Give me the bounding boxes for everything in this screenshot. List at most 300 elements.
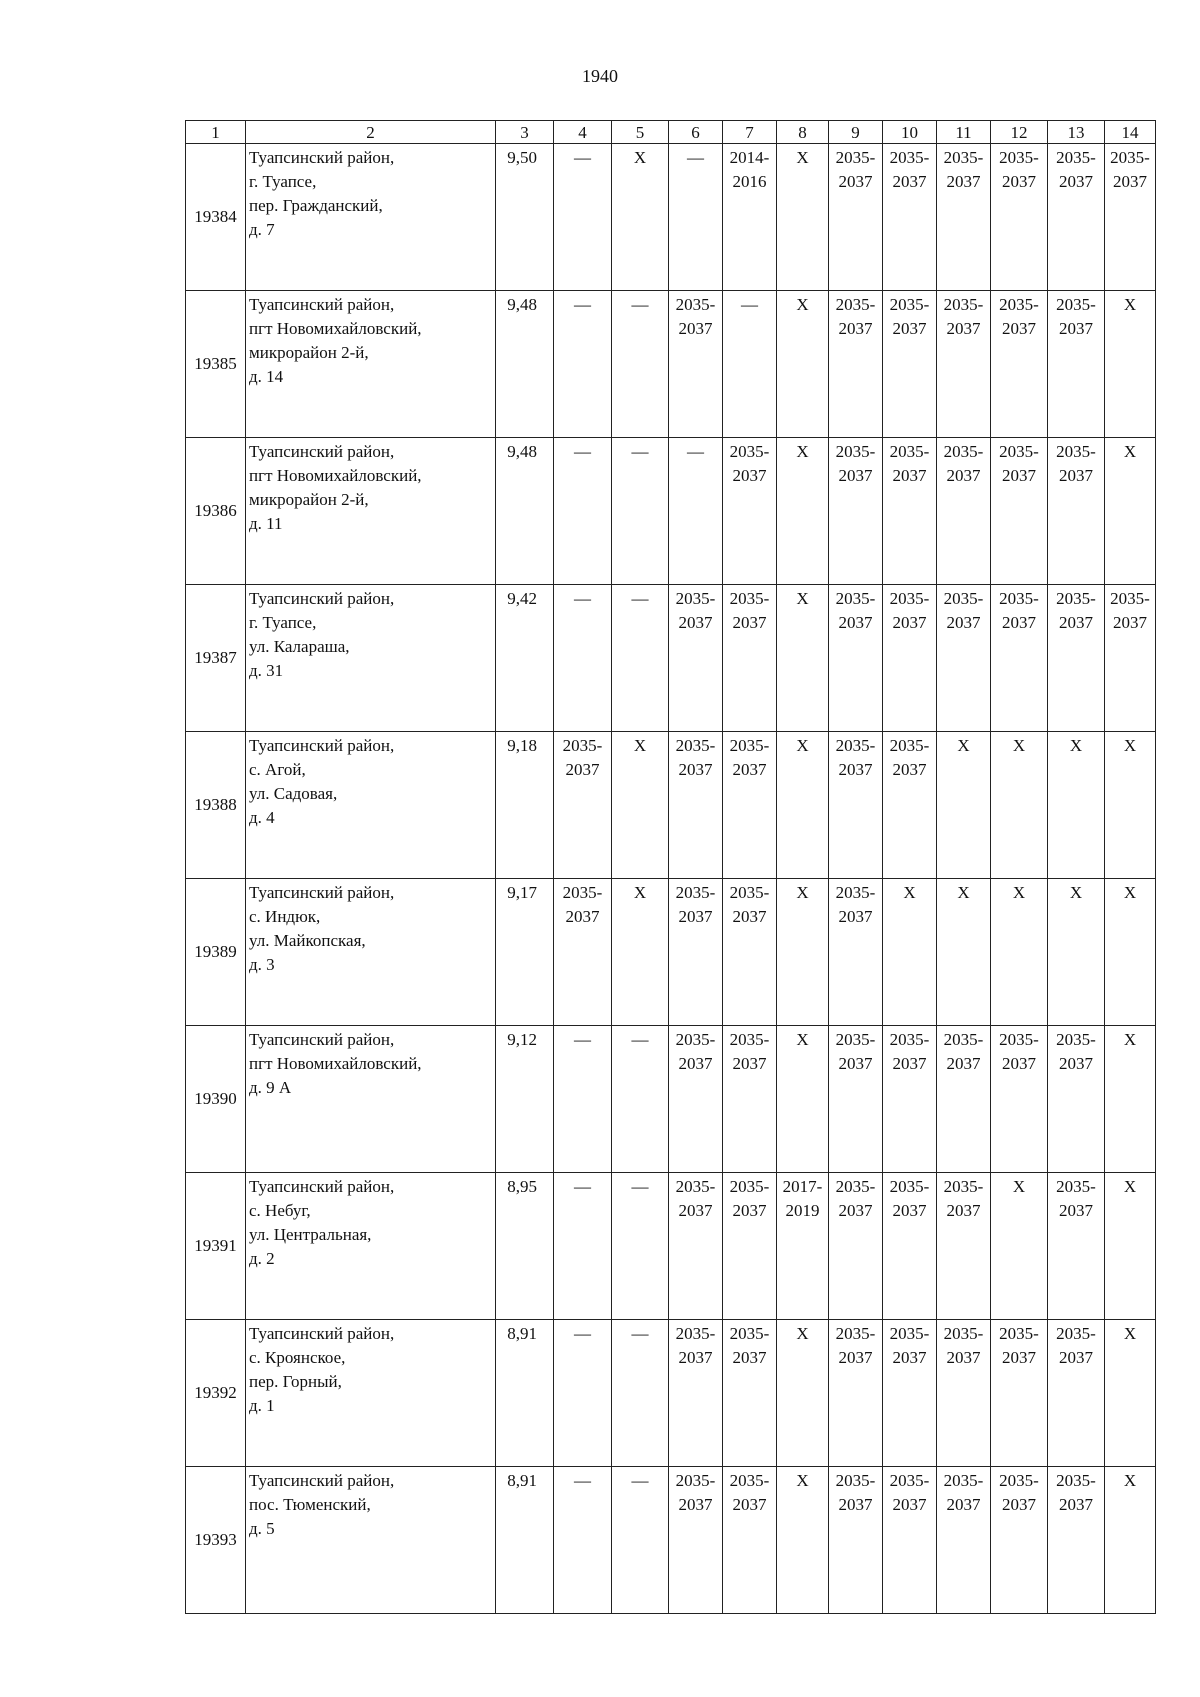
year-range-part: 2037 — [838, 319, 873, 338]
value-cell-col-8: X — [777, 1467, 829, 1614]
value-cell-col-5: X — [612, 144, 669, 291]
year-range-part: 2037 — [892, 1201, 927, 1220]
value-cell-col-4 — [554, 879, 612, 1026]
year-range-part: 2035- — [889, 1030, 930, 1049]
value-cell-col-7 — [723, 879, 777, 1026]
year-range-part: 2037 — [838, 613, 873, 632]
address-line: пгт Новомихайловский, — [249, 466, 422, 485]
value-cell-col-6 — [669, 1320, 723, 1467]
value-cell-col-14: X — [1105, 1026, 1156, 1173]
year-range-part: 2035- — [1056, 295, 1096, 314]
year-range-part: 2037 — [565, 907, 600, 926]
value-cell-col-11 — [937, 585, 991, 732]
address-line: пер. Гражданский, — [249, 196, 383, 215]
table-row — [186, 438, 1156, 585]
year-range-part: 2035- — [835, 1030, 876, 1049]
year-range-part: 2035- — [675, 1324, 716, 1343]
table-row — [186, 585, 1156, 732]
value-cell-col-9 — [829, 1320, 883, 1467]
year-range-part: 2035- — [729, 883, 770, 902]
year-range-part: 2037 — [1059, 1054, 1093, 1073]
value-cell-col-13 — [1048, 585, 1105, 732]
value-cell-col-7 — [723, 1173, 777, 1320]
value-cell-col-5: X — [612, 732, 669, 879]
column-header-5: 5 — [612, 121, 669, 144]
year-range-part: 2037 — [1113, 172, 1147, 191]
year-range-part: 2037 — [892, 1348, 927, 1367]
year-range-part: 2037 — [732, 613, 767, 632]
year-range-part: 2035- — [835, 1471, 876, 1490]
address-line: ул. Центральная, — [249, 1225, 372, 1244]
year-range-part: 2035- — [943, 1471, 984, 1490]
year-range-part: 2037 — [1113, 613, 1147, 632]
year-range-part: 2037 — [946, 1054, 981, 1073]
year-range-part: 2035- — [999, 295, 1039, 314]
year-range-part: 2035- — [889, 1324, 930, 1343]
address-cell — [246, 1320, 496, 1467]
year-range-part: 2037 — [732, 466, 767, 485]
year-range-part: 2037 — [1002, 1495, 1036, 1514]
value-cell-col-8: X — [777, 291, 829, 438]
address-line: Туапсинский район, — [249, 736, 395, 755]
value-cell-col-8: X — [777, 1320, 829, 1467]
year-range-part: 2035- — [675, 736, 716, 755]
value-cell-col-11 — [937, 438, 991, 585]
value-cell-col-4: — — [554, 438, 612, 585]
value-cell-col-4: — — [554, 1026, 612, 1173]
year-range-part: 2037 — [678, 760, 713, 779]
year-range-part: 2037 — [892, 613, 927, 632]
row-number: 19389 — [186, 879, 246, 1026]
value-cell-col-9 — [829, 291, 883, 438]
row-number: 19393 — [186, 1467, 246, 1614]
year-range-part: 2037 — [1002, 1348, 1036, 1367]
year-range-part: 2037 — [1059, 1348, 1093, 1367]
column-header-13: 13 — [1048, 121, 1105, 144]
year-range-part: 2037 — [1059, 466, 1093, 485]
value-cell-col-10 — [883, 585, 937, 732]
year-range-part: 2035- — [1056, 1471, 1096, 1490]
value-cell-col-9 — [829, 585, 883, 732]
address-line: с. Индюк, — [249, 907, 321, 926]
value-cell-col-5: — — [612, 291, 669, 438]
row-number: 19390 — [186, 1026, 246, 1173]
value-cell-col-12 — [991, 1320, 1048, 1467]
table-row — [186, 879, 1156, 1026]
year-range-part: 2037 — [892, 1054, 927, 1073]
address-line: Туапсинский район, — [249, 1471, 395, 1490]
value-cell-col-4: — — [554, 291, 612, 438]
value-cell-col-8: X — [777, 732, 829, 879]
column-header-9: 9 — [829, 121, 883, 144]
year-range-part: 2035- — [889, 1177, 930, 1196]
value-cell-col-13 — [1048, 144, 1105, 291]
table-row — [186, 291, 1156, 438]
value-cell-col-12: X — [991, 1173, 1048, 1320]
year-range-part: 2037 — [892, 319, 927, 338]
column-header-2: 2 — [246, 121, 496, 144]
value-cell-col-7 — [723, 1467, 777, 1614]
value-cell-col-8: X — [777, 144, 829, 291]
year-range-part: 2035- — [729, 1030, 770, 1049]
address-line: д. 4 — [249, 808, 275, 827]
value-cell-col-8: X — [777, 585, 829, 732]
value-cell-col-5: — — [612, 438, 669, 585]
year-range-part: 2035- — [943, 1177, 984, 1196]
year-range-part: 2035- — [943, 295, 984, 314]
address-line: Туапсинский район, — [249, 883, 395, 902]
year-range-part: 2035- — [562, 883, 603, 902]
value-cell-col-6 — [669, 732, 723, 879]
year-range-part: 2037 — [678, 1054, 713, 1073]
year-range-part: 2035- — [889, 1471, 930, 1490]
value-cell-col-9 — [829, 438, 883, 585]
year-range-part: 2035- — [835, 589, 876, 608]
value-cell-col-8 — [777, 1173, 829, 1320]
year-range-part: 2037 — [732, 907, 767, 926]
value-cell-col-8: X — [777, 879, 829, 1026]
year-range-part: 2016 — [732, 172, 767, 191]
address-line: Туапсинский район, — [249, 1030, 395, 1049]
year-range-part: 2035- — [1056, 442, 1096, 461]
year-range-part: 2035- — [675, 589, 716, 608]
column-header-3: 3 — [496, 121, 554, 144]
year-range-part: 2035- — [729, 1471, 770, 1490]
year-range-part: 2037 — [565, 760, 600, 779]
year-range-part: 2037 — [838, 760, 873, 779]
value-cell-col-10 — [883, 291, 937, 438]
value-cell-col-7 — [723, 1026, 777, 1173]
address-line: пер. Горный, — [249, 1372, 342, 1391]
value-cell-col-6 — [669, 1467, 723, 1614]
year-range-part: 2037 — [946, 1495, 981, 1514]
year-range-part: 2037 — [892, 172, 927, 191]
year-range-part: 2035- — [562, 736, 603, 755]
year-range-part: 2035- — [729, 589, 770, 608]
year-range-part: 2035- — [999, 1030, 1039, 1049]
year-range-part: 2037 — [1002, 613, 1036, 632]
row-number: 19391 — [186, 1173, 246, 1320]
year-range-part: 2035- — [1056, 589, 1096, 608]
value-cell-col-6 — [669, 1173, 723, 1320]
year-range-part: 2037 — [678, 1495, 713, 1514]
value-cell-col-6 — [669, 291, 723, 438]
address-line: с. Агой, — [249, 760, 306, 779]
year-range-part: 2037 — [1059, 172, 1093, 191]
address-line: Туапсинский район, — [249, 1177, 395, 1196]
year-range-part: 2037 — [1059, 319, 1093, 338]
value-cell-col-11 — [937, 1467, 991, 1614]
year-range-part: 2035- — [835, 736, 876, 755]
value-cell-col-9 — [829, 1026, 883, 1173]
address-line: Туапсинский район, — [249, 1324, 395, 1343]
year-range-part: 2037 — [838, 907, 873, 926]
year-range-part: 2035- — [999, 589, 1039, 608]
value-cell-col-11 — [937, 291, 991, 438]
value-cell-col-7 — [723, 438, 777, 585]
address-cell — [246, 732, 496, 879]
address-cell — [246, 1467, 496, 1614]
value-cell-col-13 — [1048, 291, 1105, 438]
area-cell: 9,48 — [496, 438, 554, 585]
year-range-part: 2037 — [732, 1201, 767, 1220]
year-range-part: 2035- — [729, 442, 770, 461]
value-cell-col-4: — — [554, 144, 612, 291]
year-range-part: 2035- — [889, 736, 930, 755]
value-cell-col-5: — — [612, 585, 669, 732]
address-cell — [246, 291, 496, 438]
year-range-part: 2037 — [892, 760, 927, 779]
address-line: д. 11 — [249, 514, 283, 533]
value-cell-col-8: X — [777, 438, 829, 585]
address-cell — [246, 1173, 496, 1320]
year-range-part: 2037 — [1002, 172, 1036, 191]
year-range-part: 2035- — [835, 1324, 876, 1343]
year-range-part: 2037 — [1002, 319, 1036, 338]
page-number: 1940 — [582, 66, 618, 86]
value-cell-col-6 — [669, 585, 723, 732]
value-cell-col-9 — [829, 732, 883, 879]
value-cell-col-10 — [883, 1320, 937, 1467]
value-cell-col-7 — [723, 144, 777, 291]
year-range-part: 2037 — [838, 1054, 873, 1073]
year-range-part: 2037 — [678, 1348, 713, 1367]
value-cell-col-4: — — [554, 1173, 612, 1320]
table-row — [186, 1467, 1156, 1614]
address-line: ул. Садовая, — [249, 784, 338, 803]
value-cell-col-13: X — [1048, 879, 1105, 1026]
value-cell-col-11 — [937, 144, 991, 291]
value-cell-col-7: — — [723, 291, 777, 438]
year-range-part: 2035- — [1110, 148, 1150, 167]
table-row — [186, 144, 1156, 291]
address-cell — [246, 879, 496, 1026]
row-number: 19385 — [186, 291, 246, 438]
table-row — [186, 1026, 1156, 1173]
year-range-part: 2037 — [1059, 1495, 1093, 1514]
table-body — [186, 121, 1156, 1614]
year-range-part: 2035- — [1056, 1177, 1096, 1196]
area-cell: 9,48 — [496, 291, 554, 438]
year-range-part: 2035- — [889, 589, 930, 608]
address-cell — [246, 1026, 496, 1173]
address-cell — [246, 144, 496, 291]
area-cell: 9,42 — [496, 585, 554, 732]
year-range-part: 2037 — [678, 1201, 713, 1220]
year-range-part: 2035- — [1056, 1324, 1096, 1343]
value-cell-col-4: — — [554, 1320, 612, 1467]
year-range-part: 2035- — [835, 1177, 876, 1196]
value-cell-col-13 — [1048, 1026, 1105, 1173]
value-cell-col-10: X — [883, 879, 937, 1026]
year-range-part: 2037 — [946, 172, 981, 191]
area-cell: 9,17 — [496, 879, 554, 1026]
year-range-part: 2035- — [675, 1177, 716, 1196]
year-range-part: 2035- — [835, 148, 876, 167]
value-cell-col-10 — [883, 1467, 937, 1614]
value-cell-col-9 — [829, 1467, 883, 1614]
year-range-part: 2037 — [732, 1054, 767, 1073]
schedule-table — [185, 120, 1156, 1614]
year-range-part: 2037 — [732, 760, 767, 779]
address-line: Туапсинский район, — [249, 442, 395, 461]
value-cell-col-9 — [829, 1173, 883, 1320]
year-range-part: 2035- — [1110, 589, 1150, 608]
value-cell-col-13: X — [1048, 732, 1105, 879]
year-range-part: 2035- — [943, 1324, 984, 1343]
year-range-part: 2037 — [838, 1348, 873, 1367]
address-cell — [246, 585, 496, 732]
column-header-8: 8 — [777, 121, 829, 144]
column-header-7: 7 — [723, 121, 777, 144]
year-range-part: 2037 — [892, 1495, 927, 1514]
value-cell-col-6: — — [669, 144, 723, 291]
year-range-part: 2037 — [1002, 466, 1036, 485]
year-range-part: 2035- — [675, 295, 716, 314]
value-cell-col-10 — [883, 1173, 937, 1320]
area-cell: 8,91 — [496, 1320, 554, 1467]
value-cell-col-13 — [1048, 1173, 1105, 1320]
column-header-1: 1 — [186, 121, 246, 144]
address-line: ул. Майкопская, — [249, 931, 366, 950]
column-header-10: 10 — [883, 121, 937, 144]
year-range-part: 2037 — [838, 1201, 873, 1220]
column-header-11: 11 — [937, 121, 991, 144]
year-range-part: 2037 — [1059, 613, 1093, 632]
value-cell-col-10 — [883, 732, 937, 879]
row-number: 19387 — [186, 585, 246, 732]
address-line: Туапсинский район, — [249, 589, 395, 608]
value-cell-col-14: X — [1105, 438, 1156, 585]
address-line: д. 5 — [249, 1519, 275, 1538]
year-range-part: 2035- — [729, 1324, 770, 1343]
address-line: микрорайон 2-й, — [249, 490, 369, 509]
value-cell-col-5: — — [612, 1320, 669, 1467]
column-header-4: 4 — [554, 121, 612, 144]
value-cell-col-14: X — [1105, 1320, 1156, 1467]
address-line: пгт Новомихайловский, — [249, 1054, 422, 1073]
value-cell-col-4: — — [554, 585, 612, 732]
year-range-part: 2035- — [835, 883, 876, 902]
value-cell-col-7 — [723, 585, 777, 732]
value-cell-col-4 — [554, 732, 612, 879]
year-range-part: 2035- — [943, 442, 984, 461]
value-cell-col-12 — [991, 144, 1048, 291]
year-range-part: 2037 — [838, 1495, 873, 1514]
value-cell-col-13 — [1048, 1320, 1105, 1467]
area-cell: 9,50 — [496, 144, 554, 291]
value-cell-col-6 — [669, 1026, 723, 1173]
year-range-part: 2037 — [1059, 1201, 1093, 1220]
year-range-part: 2037 — [946, 613, 981, 632]
year-range-part: 2035- — [999, 1324, 1039, 1343]
year-range-part: 2037 — [892, 466, 927, 485]
address-line: д. 1 — [249, 1396, 275, 1415]
address-cell — [246, 438, 496, 585]
value-cell-col-11 — [937, 1173, 991, 1320]
year-range-part: 2037 — [946, 1201, 981, 1220]
year-range-part: 2035- — [943, 148, 984, 167]
row-number: 19386 — [186, 438, 246, 585]
value-cell-col-5: — — [612, 1173, 669, 1320]
address-line: д. 31 — [249, 661, 284, 680]
year-range-part: 2035- — [999, 148, 1039, 167]
value-cell-col-12 — [991, 438, 1048, 585]
row-number: 19388 — [186, 732, 246, 879]
year-range-part: 2019 — [785, 1201, 820, 1220]
value-cell-col-10 — [883, 144, 937, 291]
year-range-part: 2014- — [729, 148, 770, 167]
year-range-part: 2035- — [835, 295, 876, 314]
value-cell-col-12: X — [991, 732, 1048, 879]
year-range-part: 2035- — [1056, 1030, 1096, 1049]
year-range-part: 2037 — [678, 319, 713, 338]
value-cell-col-11: X — [937, 879, 991, 1026]
year-range-part: 2035- — [943, 589, 984, 608]
year-range-part: 2037 — [1002, 1054, 1036, 1073]
value-cell-col-12 — [991, 1467, 1048, 1614]
year-range-part: 2035- — [729, 1177, 770, 1196]
address-line: с. Кроянское, — [249, 1348, 346, 1367]
address-line: г. Туапсе, — [249, 613, 317, 632]
address-line: с. Небуг, — [249, 1201, 311, 1220]
address-line: микрорайон 2-й, — [249, 343, 369, 362]
year-range-part: 2037 — [732, 1348, 767, 1367]
value-cell-col-13 — [1048, 438, 1105, 585]
year-range-part: 2037 — [946, 1348, 981, 1367]
year-range-part: 2037 — [946, 319, 981, 338]
year-range-part: 2035- — [889, 442, 930, 461]
address-line: д. 14 — [249, 367, 284, 386]
area-cell: 8,95 — [496, 1173, 554, 1320]
year-range-part: 2035- — [999, 1471, 1039, 1490]
value-cell-col-9 — [829, 879, 883, 1026]
address-line: Туапсинский район, — [249, 148, 395, 167]
year-range-part: 2035- — [835, 442, 876, 461]
value-cell-col-5: — — [612, 1467, 669, 1614]
area-cell: 9,12 — [496, 1026, 554, 1173]
value-cell-col-4: — — [554, 1467, 612, 1614]
year-range-part: 2035- — [675, 1471, 716, 1490]
table-row — [186, 1173, 1156, 1320]
row-number: 19384 — [186, 144, 246, 291]
value-cell-col-11: X — [937, 732, 991, 879]
value-cell-col-9 — [829, 144, 883, 291]
year-range-part: 2035- — [675, 1030, 716, 1049]
year-range-part: 2037 — [838, 172, 873, 191]
year-range-part: 2037 — [678, 613, 713, 632]
value-cell-col-14: X — [1105, 1173, 1156, 1320]
value-cell-col-11 — [937, 1026, 991, 1173]
value-cell-col-12 — [991, 291, 1048, 438]
value-cell-col-12: X — [991, 879, 1048, 1026]
address-line: д. 3 — [249, 955, 275, 974]
year-range-part: 2035- — [889, 148, 930, 167]
value-cell-col-10 — [883, 1026, 937, 1173]
year-range-part: 2035- — [675, 883, 716, 902]
address-line: пос. Тюменский, — [249, 1495, 371, 1514]
year-range-part: 2035- — [1056, 148, 1096, 167]
address-line: д. 9 А — [249, 1078, 292, 1097]
year-range-part: 2035- — [889, 295, 930, 314]
value-cell-col-12 — [991, 585, 1048, 732]
year-range-part: 2037 — [678, 907, 713, 926]
area-cell: 8,91 — [496, 1467, 554, 1614]
value-cell-col-14: X — [1105, 879, 1156, 1026]
year-range-part: 2035- — [729, 736, 770, 755]
address-line: д. 7 — [249, 220, 275, 239]
value-cell-col-5: X — [612, 879, 669, 1026]
